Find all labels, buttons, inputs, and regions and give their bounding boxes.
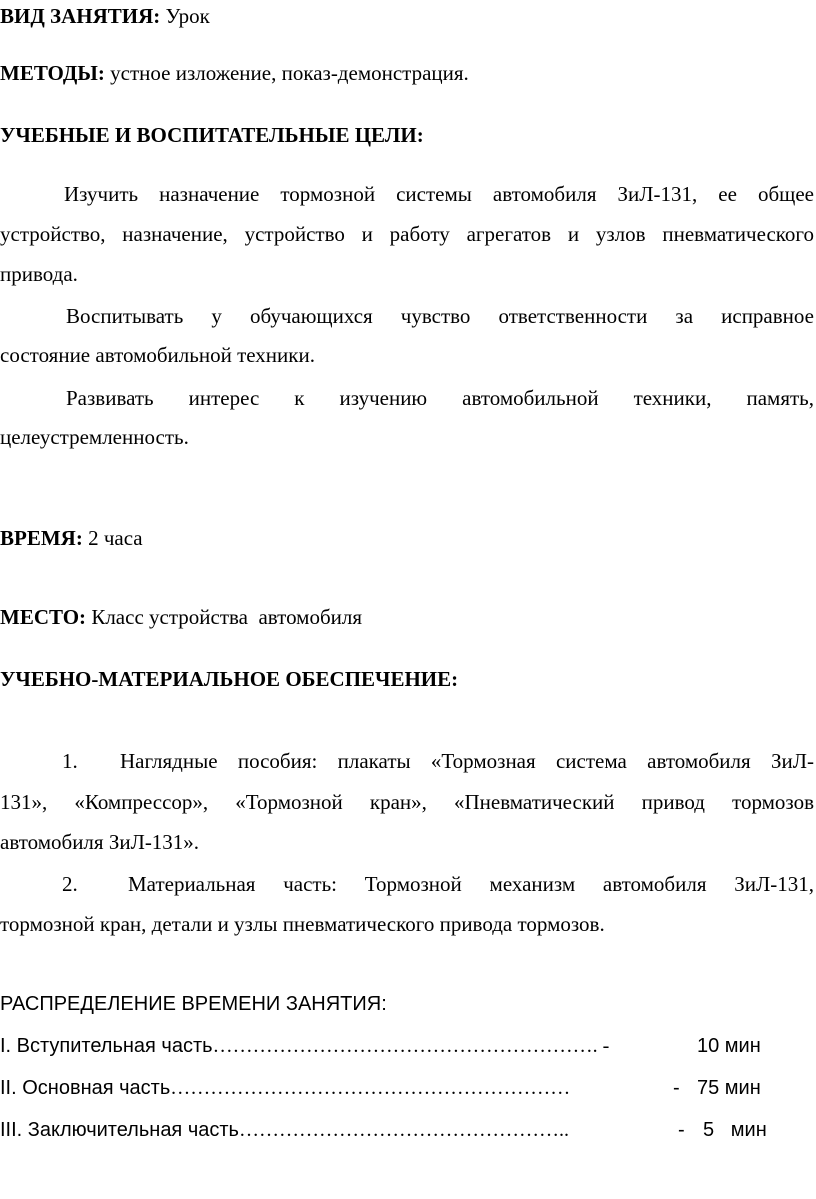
time-row-main-value: 75 мин xyxy=(697,1077,761,1099)
time-row-final-part: III. Заключительная часть xyxy=(0,1119,239,1141)
goals-p1-line3: привода. xyxy=(0,262,78,286)
time-label: ВРЕМЯ: xyxy=(0,526,83,550)
methods-line xyxy=(0,61,469,86)
lesson-type-label: ВИД ЗАНЯТИЯ: xyxy=(0,4,161,28)
time-row-intro-part: I. Вступительная часть xyxy=(0,1035,213,1057)
time-row-intro xyxy=(0,1035,816,1058)
time-value: 2 часа xyxy=(88,526,143,550)
goals-heading: УЧЕБНЫЕ И ВОСПИТАТЕЛЬНЫЕ ЦЕЛИ: xyxy=(0,123,424,147)
materials-item2-number: 2. xyxy=(62,872,78,896)
goals-p1-line2: устройство, назначение, устройство и работу агрегатов и узлов пневматического xyxy=(0,222,814,246)
lesson-type-line xyxy=(0,4,210,29)
materials-heading: УЧЕБНО-МАТЕРИАЛЬНОЕ ОБЕСПЕЧЕНИЕ: xyxy=(0,667,459,691)
materials-item1-line3: автомобиля ЗиЛ-131». xyxy=(0,830,200,854)
time-row-main-dots: …………………………………………………… xyxy=(170,1077,571,1099)
time-row-main-part: II. Основная часть xyxy=(0,1077,171,1099)
materials-item1-number: 1. xyxy=(62,749,78,773)
goals-p3-line1: Развивать интерес к изучению автомобильной техники, память, xyxy=(66,386,814,410)
time-row-main-dash: - xyxy=(673,1077,680,1099)
place-line xyxy=(0,605,362,630)
time-row-intro-dots: …………………………………………………. - xyxy=(212,1035,610,1057)
time-row-final-value: 5 мин xyxy=(703,1119,767,1141)
materials-item1-line1: Наглядные пособия: плакаты «Тормозная система автомобиля ЗиЛ- xyxy=(120,749,814,773)
time-row-final xyxy=(0,1119,816,1142)
time-line xyxy=(0,526,143,551)
distribution-heading: РАСПРЕДЕЛЕНИЕ ВРЕМЕНИ ЗАНЯТИЯ: xyxy=(0,993,387,1015)
lesson-type-value: Урок xyxy=(165,4,210,28)
goals-p2-line1: Воспитывать у обучающихся чувство ответственности за исправное xyxy=(66,304,814,328)
materials-item2-line2: тормозной кран, детали и узлы пневматического привода тормозов. xyxy=(0,912,605,936)
materials-item2-line1: Материальная часть: Тормозной механизм автомобиля ЗиЛ-131, xyxy=(128,872,814,896)
place-value: Класс устройства автомобиля xyxy=(91,605,363,629)
time-row-main xyxy=(0,1077,816,1100)
time-row-intro-value: 10 мин xyxy=(697,1035,761,1057)
materials-item1-line2: 131», «Компрессор», «Тормозной кран», «Пневматический привод тормозов xyxy=(0,790,814,814)
place-label: МЕСТО: xyxy=(0,605,87,629)
methods-label: МЕТОДЫ: xyxy=(0,61,105,85)
methods-value: устное изложение, показ-демонстрация. xyxy=(110,61,469,85)
goals-p1-line1: Изучить назначение тормозной системы автомобиля ЗиЛ-131, ее общее xyxy=(64,182,814,206)
goals-p2-line2: состояние автомобильной техники. xyxy=(0,343,315,367)
time-row-final-dots: ………………………………………….. xyxy=(238,1119,569,1141)
time-row-final-dash: - xyxy=(678,1119,685,1141)
goals-p3-line2: целеустремленность. xyxy=(0,425,189,449)
